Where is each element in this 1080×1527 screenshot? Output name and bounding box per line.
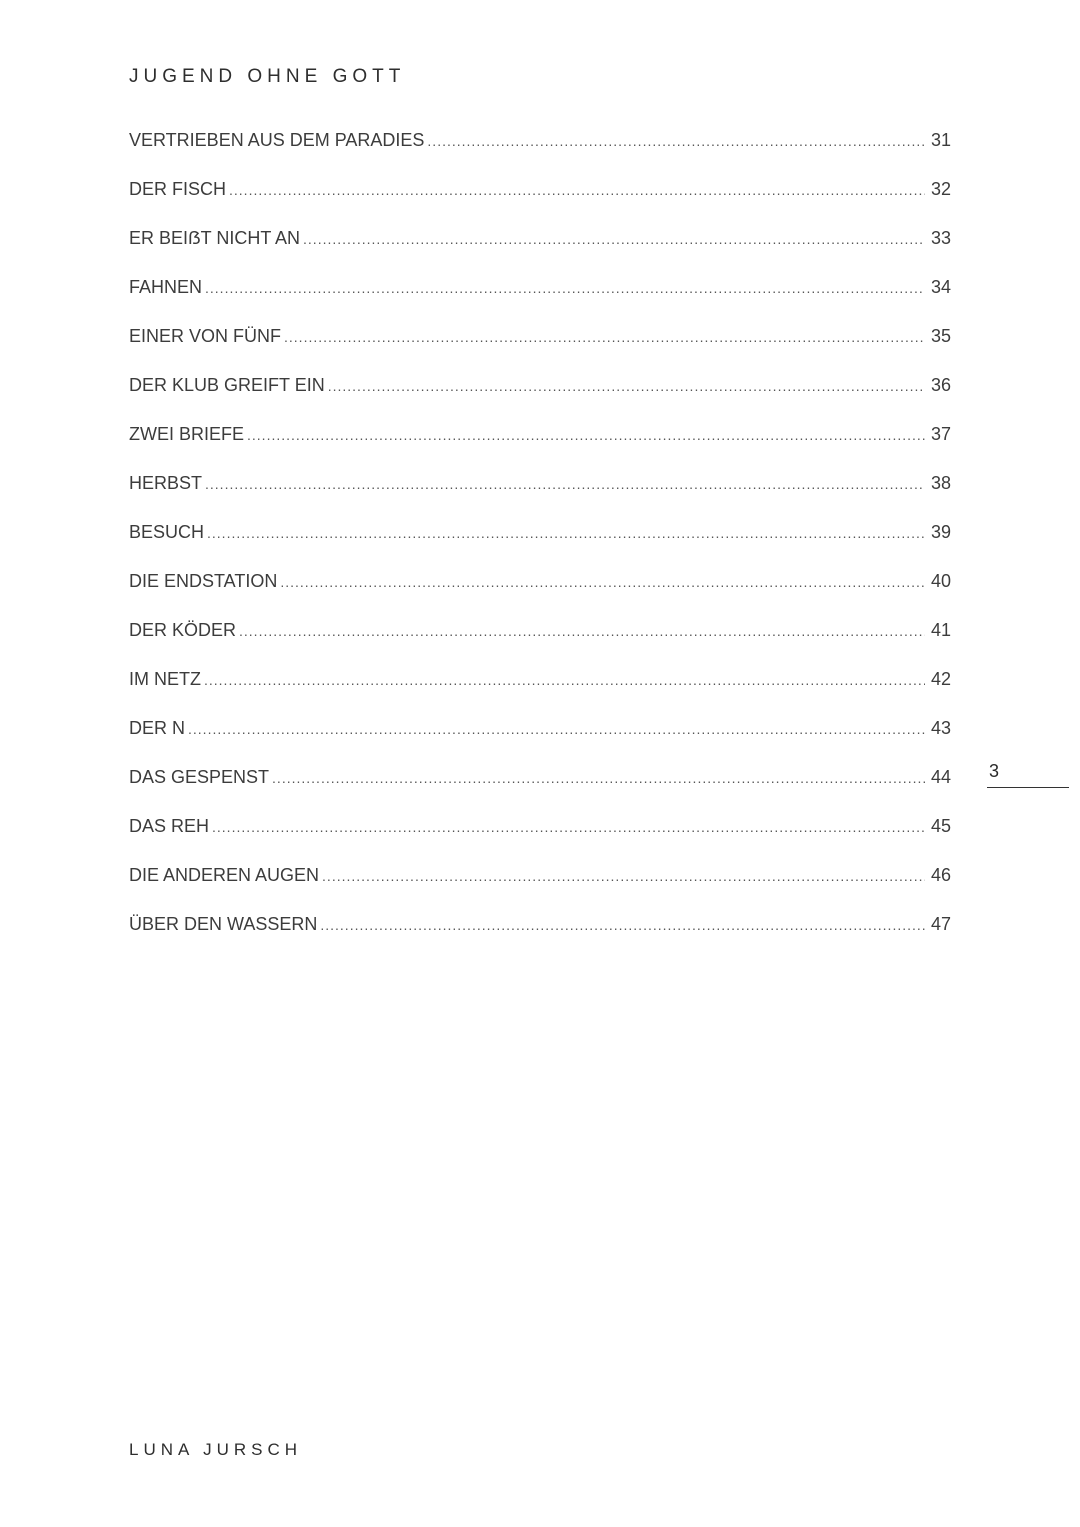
- toc-entry-title: DAS REH: [129, 816, 210, 836]
- toc-entry-title: DIE ENDSTATION: [129, 571, 278, 591]
- toc-entry-title: HERBST: [129, 473, 203, 493]
- toc-dot-leader: [204, 672, 925, 688]
- toc-entry-title: IM NETZ: [129, 669, 201, 689]
- toc-entry-page: 32: [930, 179, 951, 199]
- toc-dot-leader: [322, 868, 925, 884]
- toc-entry-page: 36: [930, 375, 951, 395]
- toc-entry[interactable]: [129, 228, 951, 277]
- table-of-contents: [129, 130, 951, 963]
- toc-entry[interactable]: [129, 669, 951, 718]
- toc-dot-leader: [280, 574, 925, 590]
- toc-entry-page: 44: [930, 767, 951, 787]
- toc-entry-page: 46: [930, 865, 951, 885]
- toc-entry-page: 34: [930, 277, 951, 297]
- toc-dot-leader: [328, 378, 925, 394]
- toc-entry-title: DER FISCH: [129, 179, 227, 199]
- document-footer-author: LUNA JURSCH: [129, 1440, 303, 1459]
- document-header-title: JUGEND OHNE GOTT: [129, 66, 406, 87]
- toc-entry[interactable]: [129, 522, 951, 571]
- toc-entry-page: 47: [930, 914, 951, 934]
- toc-dot-leader: [427, 133, 925, 149]
- toc-entry[interactable]: [129, 571, 951, 620]
- toc-dot-leader: [229, 182, 925, 198]
- toc-entry[interactable]: [129, 718, 951, 767]
- toc-entry[interactable]: [129, 914, 951, 963]
- toc-entry-page: 41: [930, 620, 951, 640]
- toc-dot-leader: [188, 721, 925, 737]
- toc-entry-title: VERTRIEBEN AUS DEM PARADIES: [129, 130, 425, 150]
- toc-entry-page: 39: [930, 522, 951, 542]
- toc-entry[interactable]: [129, 473, 951, 522]
- toc-entry[interactable]: [129, 620, 951, 669]
- toc-entry-page: 40: [930, 571, 951, 591]
- toc-entry-title: DAS GESPENST: [129, 767, 270, 787]
- toc-dot-leader: [207, 525, 925, 541]
- toc-entry-page: 37: [930, 424, 951, 444]
- toc-entry-page: 35: [930, 326, 951, 346]
- toc-entry[interactable]: [129, 179, 951, 228]
- page-number: 3: [989, 761, 1000, 781]
- toc-dot-leader: [239, 623, 925, 639]
- toc-entry[interactable]: [129, 424, 951, 473]
- toc-entry-title: DER KLUB GREIFT EIN: [129, 375, 325, 395]
- toc-entry[interactable]: [129, 816, 951, 865]
- toc-entry-page: 31: [930, 130, 951, 150]
- toc-entry-title: DER KÖDER: [129, 620, 237, 640]
- toc-entry-page: 43: [930, 718, 951, 738]
- toc-dot-leader: [303, 231, 925, 247]
- toc-entry-title: FAHNEN: [129, 277, 203, 297]
- toc-entry[interactable]: [129, 767, 951, 816]
- toc-dot-leader: [272, 770, 925, 786]
- toc-dot-leader: [320, 917, 925, 933]
- toc-entry-title: BESUCH: [129, 522, 205, 542]
- toc-entry[interactable]: [129, 375, 951, 424]
- toc-entry-title: ZWEI BRIEFE: [129, 424, 245, 444]
- toc-entry-title: EINER VON FÜNF: [129, 326, 282, 346]
- toc-entry[interactable]: [129, 865, 951, 914]
- page-number-rule: [987, 787, 1069, 788]
- toc-entry-title: ER BEIẞT NICHT AN: [129, 228, 301, 248]
- toc-dot-leader: [205, 280, 925, 296]
- toc-entry-page: 33: [930, 228, 951, 248]
- toc-entry-title: DIE ANDEREN AUGEN: [129, 865, 320, 885]
- toc-entry[interactable]: [129, 277, 951, 326]
- toc-dot-leader: [212, 819, 925, 835]
- toc-entry-page: 45: [930, 816, 951, 836]
- toc-entry[interactable]: [129, 326, 951, 375]
- toc-dot-leader: [247, 427, 925, 443]
- toc-entry-title: ÜBER DEN WASSERN: [129, 914, 318, 934]
- toc-entry[interactable]: [129, 130, 951, 179]
- toc-dot-leader: [284, 329, 925, 345]
- toc-entry-page: 42: [930, 669, 951, 689]
- toc-dot-leader: [205, 476, 925, 492]
- toc-entry-page: 38: [930, 473, 951, 493]
- toc-entry-title: DER N: [129, 718, 186, 738]
